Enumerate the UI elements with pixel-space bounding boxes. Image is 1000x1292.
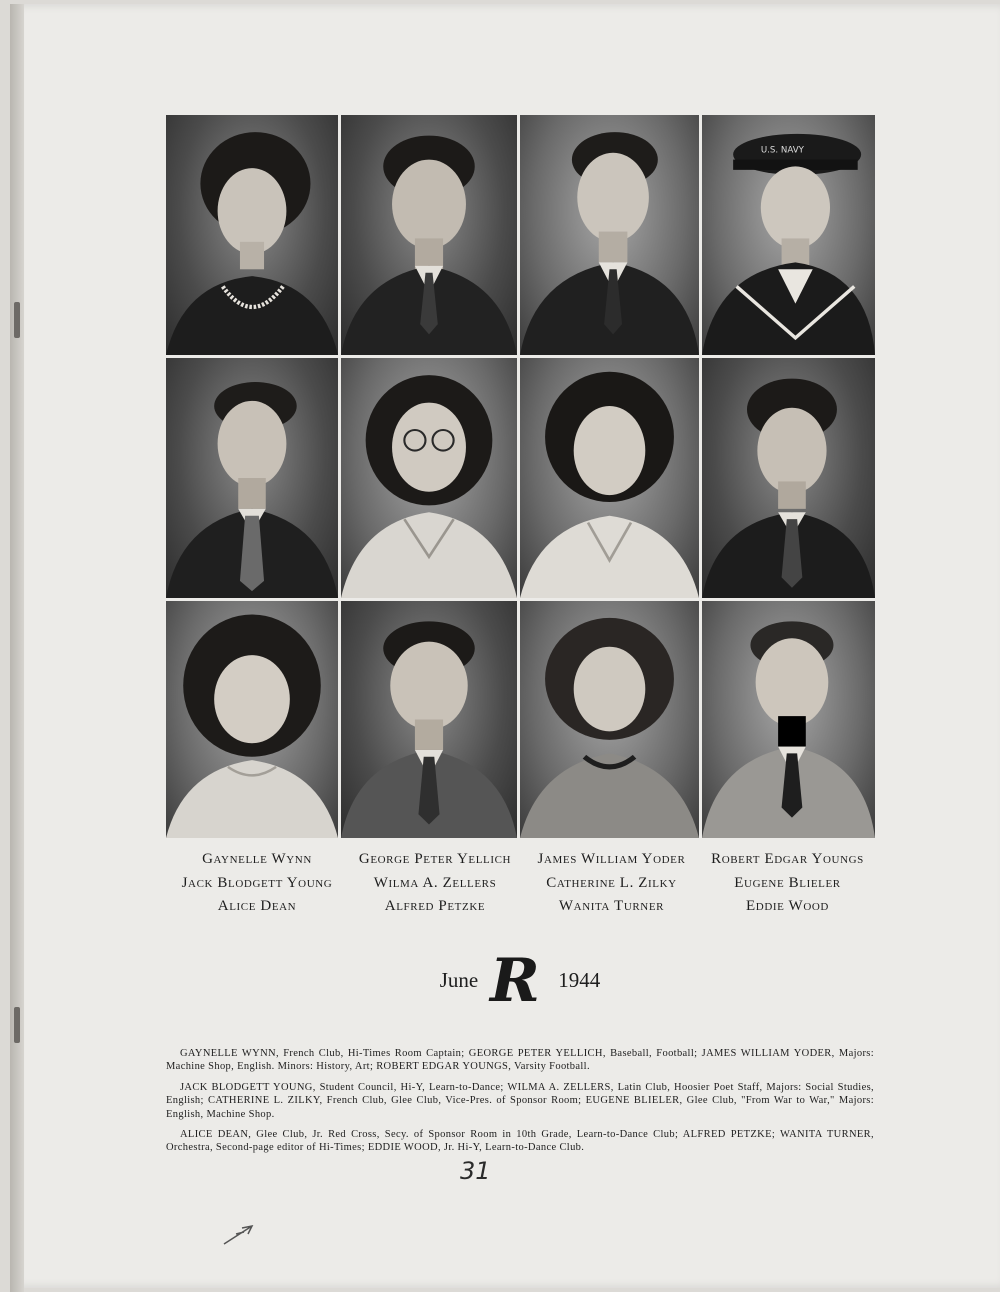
student-name: Catherine L. Zilky: [546, 874, 677, 891]
portrait-alice-dean: [166, 601, 338, 838]
heading-year: 1944: [558, 967, 601, 992]
portrait-george-peter-yellich: [341, 115, 517, 355]
portrait-eugene-blieler: [702, 358, 875, 598]
bio-paragraph: GAYNELLE WYNN, French Club, Hi-Times Room Captain; GEORGE PETER YELLICH, Baseball, Football; JAMES WILLIAM YODER, Majors: Machine Shop, English. Minors: History, Art; ROBERT EDGAR YOUNGS, Varsity Football.: [166, 1048, 874, 1073]
r-logo-icon: [486, 947, 550, 1013]
class-heading: [400, 945, 640, 1015]
staple: [14, 302, 20, 338]
student-name: James William Yoder: [537, 851, 686, 867]
student-name: Jack Blodgett Young: [181, 874, 333, 891]
svg-text:R: R: [490, 947, 541, 1013]
student-name: Wilma A. Zellers: [373, 874, 497, 891]
portrait-gaynelle-wynn: [166, 115, 338, 355]
portrait-grid: [166, 115, 874, 840]
student-name: Alfred Petzke: [384, 898, 486, 914]
name-column: [701, 848, 874, 919]
bio-paragraph: JACK BLODGETT YOUNG, Student Council, Hi-Y, Learn-to-Dance; WILMA A. ZELLERS, Latin Club, Hoosier Poet Staff, Majors: Social Studies, English; CATHERINE L. ZILKY, French Club, Glee Club, Vice-Pres. of Sponsor Room; EUGENE BLIELER, Glee Club, "From War to War," Majors: English, Machine Shop.: [166, 1081, 874, 1120]
bio-paragraph: ALICE DEAN, Glee Club, Jr. Red Cross, Secy. of Sponsor Room in 10th Grade, Learn-to-Dance Club; ALFRED PETZKE; WANITA TURNER, Orchestra, Second-page editor of Hi-Times; EDDIE WOOD, Jr. Hi-Y, Learn-to-Dance Club.: [166, 1129, 874, 1154]
student-name: George Peter Yellich: [358, 851, 512, 867]
name-column: [166, 848, 348, 919]
student-bios: [166, 1047, 874, 1162]
portrait-catherine-l-zilky: [520, 358, 699, 598]
staple: [14, 1007, 20, 1043]
navy-cap-label: U.S. NAVY: [760, 145, 804, 156]
name-column: [348, 848, 522, 919]
portrait-alfred-petzke: [341, 601, 517, 838]
name-captions: [166, 848, 874, 919]
portrait-james-william-yoder: [520, 115, 699, 355]
student-name: Eugene Blieler: [734, 874, 841, 891]
portrait-jack-blodgett-young: [166, 358, 338, 598]
portrait-robert-edgar-youngs: [702, 115, 875, 355]
page-number: 31: [460, 1157, 491, 1185]
portrait-eddie-wood: [702, 601, 875, 838]
student-name: Robert Edgar Youngs: [711, 851, 864, 867]
student-name: Gaynelle Wynn: [202, 851, 312, 867]
pencil-mark-icon: [222, 1222, 256, 1246]
portrait-wilma-a-zellers: [341, 358, 517, 598]
name-column: [522, 848, 701, 919]
student-name: Eddie Wood: [746, 898, 829, 914]
portrait-wanita-turner: [520, 601, 699, 838]
student-name: Wanita Turner: [558, 898, 665, 914]
student-name: Alice Dean: [217, 898, 297, 914]
heading-month: June: [439, 967, 479, 992]
page-binding: [10, 4, 24, 1292]
